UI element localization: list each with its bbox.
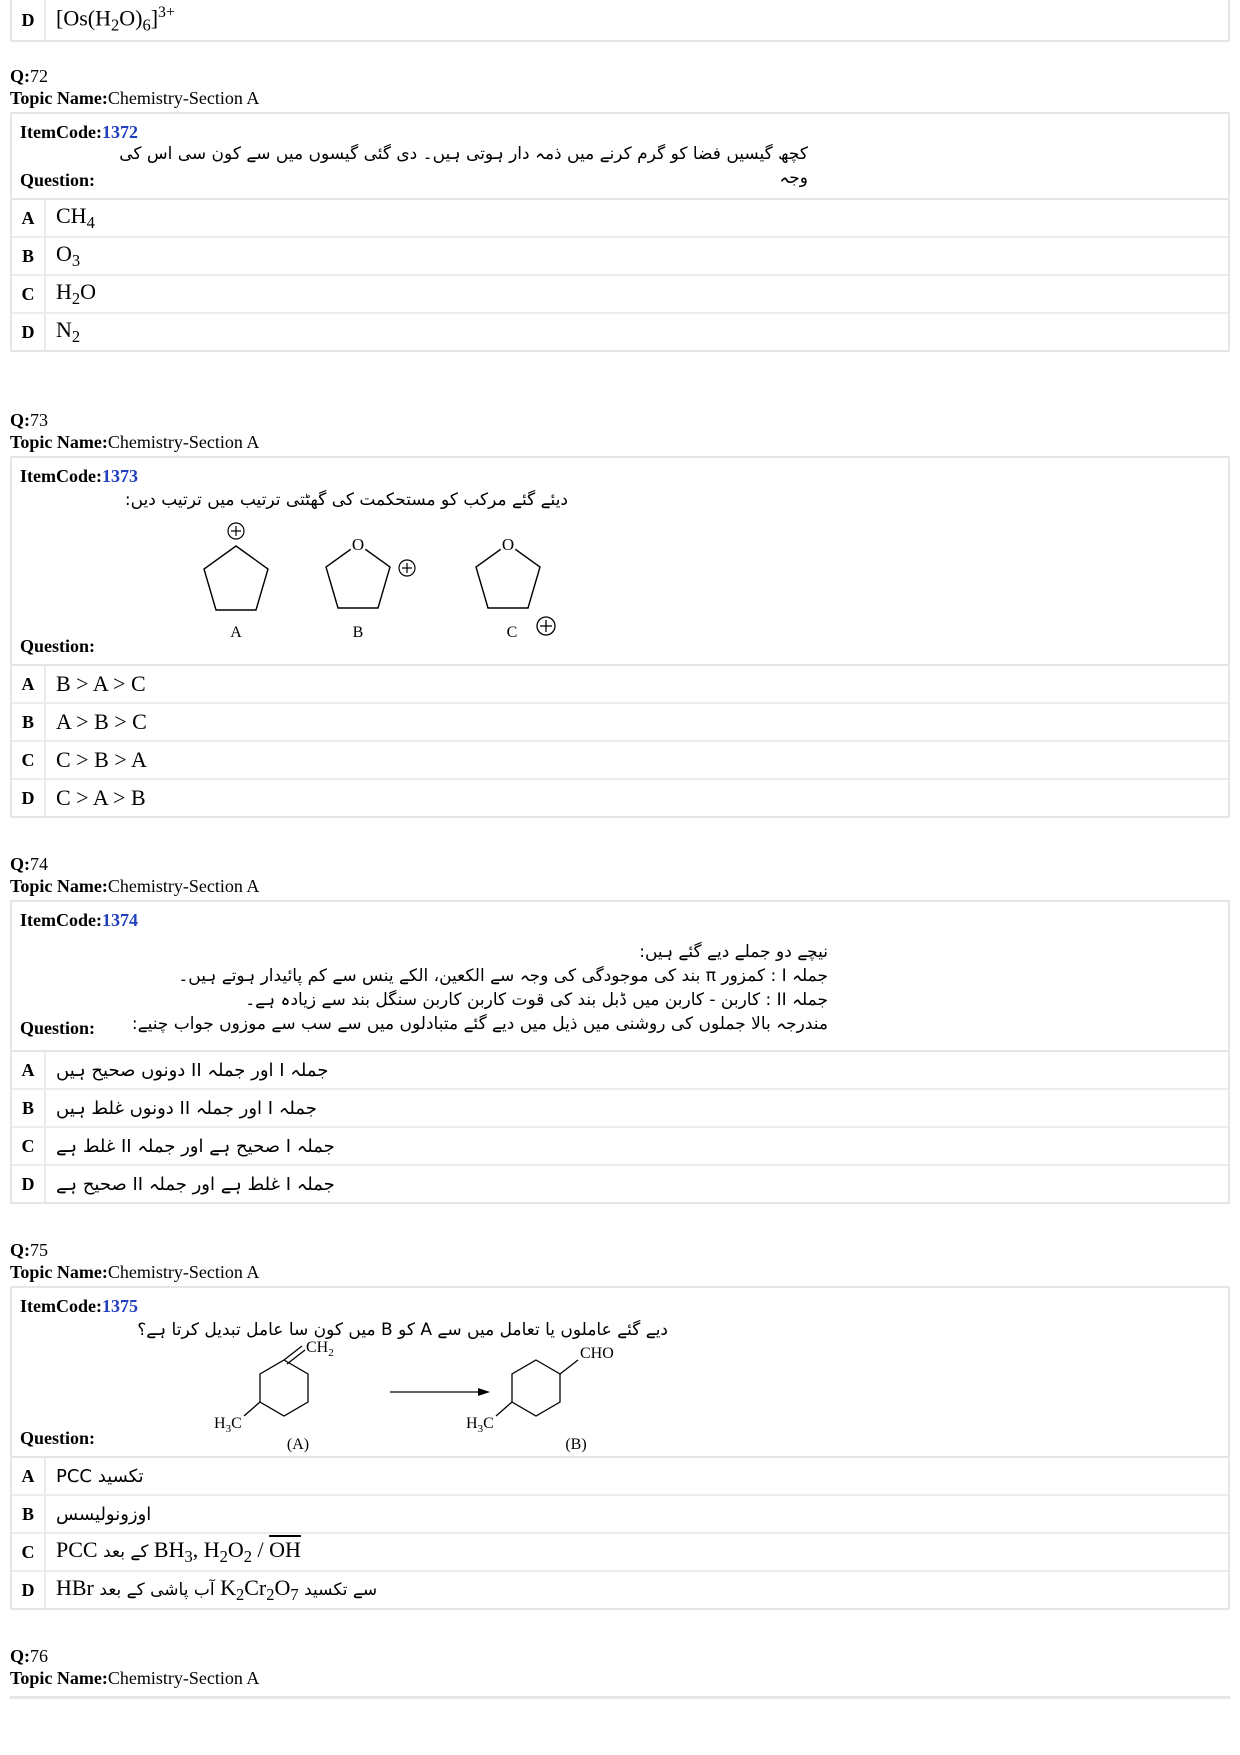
label-b: B bbox=[352, 624, 364, 641]
option-text: جملہ I صحیح ہے اور جملہ II غلط ہے bbox=[56, 1135, 335, 1157]
option-row[interactable] bbox=[12, 238, 1228, 276]
option-row[interactable] bbox=[12, 742, 1228, 780]
option-letter: D bbox=[12, 1166, 46, 1202]
option-text: $N_2$ bbox=[56, 317, 81, 346]
structure-c bbox=[476, 535, 555, 641]
question-label: Question: bbox=[20, 1018, 96, 1038]
question-text: کچھ گیسیں فضا کو گرم کرنے میں ذمہ دار ہوتی ہیں۔ دی گئی گیسوں میں سے کون سی اس کی وجہ bbox=[119, 144, 808, 188]
question-number: Q:74 bbox=[10, 854, 48, 874]
topic-name: Topic Name:Chemistry-Section A bbox=[10, 1668, 260, 1688]
compound-b bbox=[466, 1345, 614, 1453]
option-row[interactable] bbox=[12, 1496, 1228, 1534]
ch2-label: $CH_2$ bbox=[306, 1339, 334, 1359]
option-letter: D bbox=[12, 0, 46, 40]
option-text: PCC تکسید bbox=[56, 1465, 144, 1487]
question-label: Question: bbox=[20, 1428, 96, 1448]
label-c: C bbox=[506, 624, 518, 641]
cho-label: CHO bbox=[580, 1345, 614, 1362]
option-text: $O_3$ bbox=[56, 241, 81, 270]
question-label: Question: bbox=[20, 170, 96, 190]
option-text: C > B > A bbox=[56, 747, 147, 772]
option-letter: B bbox=[12, 1496, 46, 1532]
options-list bbox=[10, 1050, 1230, 1204]
option-row[interactable] bbox=[12, 1166, 1228, 1202]
option-letter: B bbox=[12, 704, 46, 740]
question-text: دیے گئے عاملوں یا تعامل میں سے A کو B میں کون سا عامل تبدیل کرتا ہے؟ bbox=[137, 1320, 668, 1340]
option-row[interactable] bbox=[12, 1128, 1228, 1166]
question-box bbox=[10, 456, 1230, 664]
question-text: دیئے گئے مرکب کو مستحکمت کی گھٹتی ترتیب میں ترتیب دیں: bbox=[124, 490, 568, 510]
label-b: (B) bbox=[565, 1436, 587, 1453]
option-text: جملہ I اور جملہ II دونوں غلط ہیں bbox=[56, 1097, 317, 1119]
option-letter: A bbox=[12, 200, 46, 236]
option-text: اوزونولیسس bbox=[56, 1503, 152, 1525]
oxygen-c: O bbox=[501, 535, 515, 554]
option-row[interactable] bbox=[12, 780, 1228, 816]
item-code: ItemCode:1374 bbox=[20, 910, 138, 930]
compound-a bbox=[214, 1339, 334, 1453]
option-letter: B bbox=[12, 1090, 46, 1126]
option-row[interactable] bbox=[12, 666, 1228, 704]
option-row[interactable] bbox=[12, 0, 1228, 40]
option-text: $CH_4$ bbox=[56, 203, 95, 232]
item-code: ItemCode:1372 bbox=[20, 122, 138, 142]
h3c-label-b: $H_3C$ bbox=[466, 1415, 494, 1435]
option-row[interactable] bbox=[12, 276, 1228, 314]
option-text: PCC کے بعد $BH_3$, $H_2O_2 / \overline{OH}$ bbox=[56, 1537, 301, 1566]
option-row[interactable] bbox=[12, 1458, 1228, 1496]
item-code: ItemCode:1373 bbox=[20, 466, 138, 486]
question-box bbox=[10, 112, 1230, 198]
option-text: $[Os(H_2O)_6]^{3+}$ bbox=[56, 4, 175, 35]
question-box bbox=[10, 900, 1230, 1050]
option-letter: A bbox=[12, 1052, 46, 1088]
oxygen-b: O bbox=[351, 535, 365, 554]
topic-name: Topic Name:Chemistry-Section A bbox=[10, 88, 260, 108]
options-list bbox=[10, 664, 1230, 818]
option-row[interactable] bbox=[12, 200, 1228, 238]
item-code: ItemCode:1375 bbox=[20, 1296, 138, 1316]
option-text: C > A > B bbox=[56, 785, 146, 810]
question-number: Q:72 bbox=[10, 66, 48, 86]
option-row[interactable] bbox=[12, 1090, 1228, 1128]
option-letter: D bbox=[12, 1572, 46, 1608]
option-row[interactable] bbox=[12, 314, 1228, 350]
option-letter: D bbox=[12, 780, 46, 816]
reaction-scheme-figure bbox=[182, 1338, 742, 1456]
option-text: A > B > C bbox=[56, 709, 147, 734]
option-text: B > A > C bbox=[56, 671, 146, 696]
question-number: Q:75 bbox=[10, 1240, 48, 1260]
option-row[interactable] bbox=[12, 1052, 1228, 1090]
structure-a bbox=[204, 523, 268, 641]
option-row[interactable] bbox=[12, 1572, 1228, 1608]
option-text: $H_2O$ bbox=[56, 279, 97, 308]
label-a: (A) bbox=[286, 1436, 310, 1453]
option-letter: C bbox=[12, 1534, 46, 1570]
option-row[interactable] bbox=[12, 704, 1228, 742]
option-text: جملہ I غلط ہے اور جملہ II صحیح ہے bbox=[56, 1173, 335, 1195]
option-row[interactable] bbox=[12, 1534, 1228, 1572]
topic-name: Topic Name:Chemistry-Section A bbox=[10, 432, 260, 452]
cation-structures-figure bbox=[182, 514, 742, 664]
option-letter: A bbox=[12, 1458, 46, 1494]
option-letter: C bbox=[12, 742, 46, 778]
option-letter: C bbox=[12, 276, 46, 312]
q71-options-tail bbox=[10, 0, 1230, 42]
topic-name: Topic Name:Chemistry-Section A bbox=[10, 1262, 260, 1282]
option-letter: A bbox=[12, 666, 46, 702]
question-box bbox=[10, 1286, 1230, 1456]
question-number: Q:73 bbox=[10, 410, 48, 430]
h3c-label-a: $H_3C$ bbox=[214, 1415, 242, 1435]
option-text: جملہ I اور جملہ II دونوں صحیح ہیں bbox=[56, 1059, 329, 1081]
label-a: A bbox=[230, 624, 242, 641]
option-text: HBr آب پاشی کے بعد $K_2Cr_2O_7$ سے تکسید bbox=[56, 1575, 378, 1604]
option-letter: D bbox=[12, 314, 46, 350]
options-list bbox=[10, 198, 1230, 352]
question-box-top-edge bbox=[10, 1696, 1230, 1699]
question-label: Question: bbox=[20, 636, 96, 656]
option-letter: C bbox=[12, 1128, 46, 1164]
options-list bbox=[10, 1456, 1230, 1610]
reaction-arrow bbox=[390, 1388, 490, 1396]
question-number: Q:76 bbox=[10, 1646, 48, 1666]
topic-name: Topic Name:Chemistry-Section A bbox=[10, 876, 260, 896]
question-text: نیچے دو جملے دیے گئے ہیں: جملہ I : کمزور π بند کی موجودگی کی وجہ سے الکعین، الکے ینس سے کم پائیدار ہوتے ہیں۔ جملہ II : کاربن - کاربن میں ڈبل بند کی قوت کاربن کاربن سنگل بند سے زیادہ ہے۔ مندرجہ بالا جملوں کی روشنی میں ذیل میں دیے گئے متبادلوں میں سے سب سے موزوں جواب چنیے: bbox=[131, 942, 828, 1034]
option-letter: B bbox=[12, 238, 46, 274]
structure-b bbox=[326, 535, 415, 641]
